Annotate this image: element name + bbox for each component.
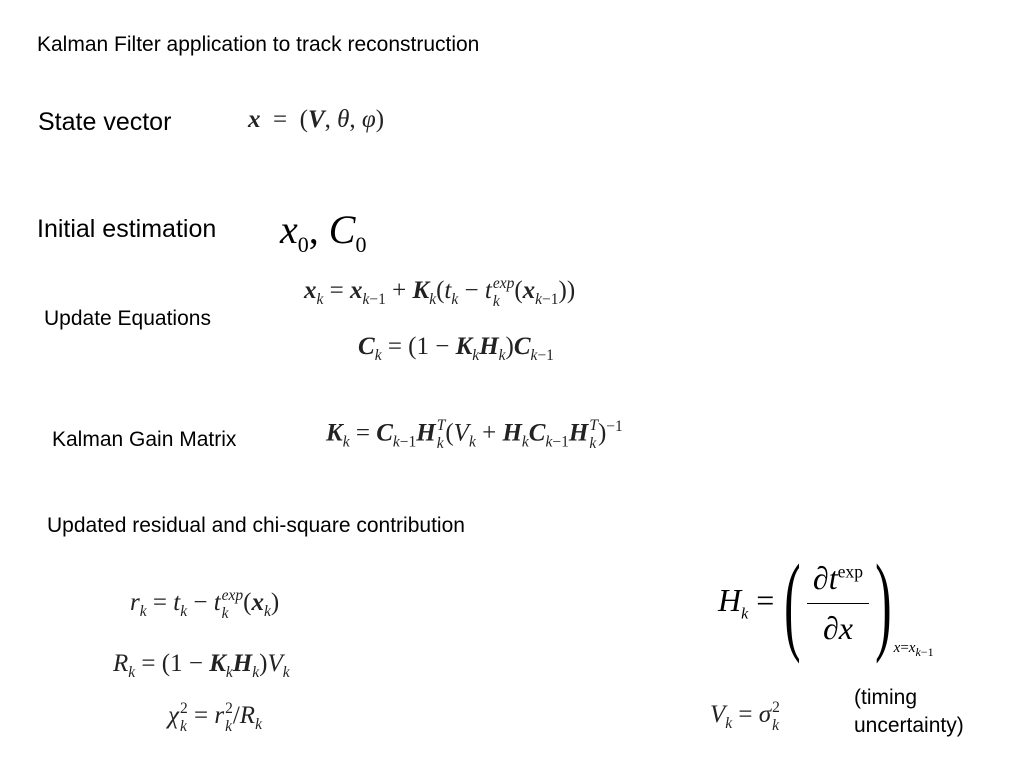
residual-label: Updated residual and chi-square contribution (47, 514, 465, 537)
h-matrix-equation: $H_k$ = ( $\frac{\partial t^{exp}}{\partial x}$ ) $x=x_{k-1}$ (718, 542, 934, 664)
kalman-gain-equation: $K_k = C_{k-1}H$ T k ($V_k + H_kC_{k-1}H$ T k )$^{-1}$ (326, 417, 623, 452)
residual-covariance-equation: $R_k = (1 - K_kH_k)V_k$ (113, 650, 290, 681)
kalman-gain-label: Kalman Gain Matrix (52, 428, 237, 451)
chi-square-equation: χ 2 k = r 2 k $/R_k$ (168, 700, 262, 735)
initial-estimation-equation: $x_0$, $C_0$ (280, 207, 367, 257)
timing-note-line2: uncertainty) (854, 714, 964, 737)
update-equations-label: Update Equations (44, 307, 211, 330)
timing-note-line1: (timing (854, 686, 918, 709)
update-x-equation: $x_k = x_{k-1} + K_k(t_k - t$ exp k $(x_{k-1})$) (304, 275, 576, 310)
state-vector-equation: x = (V, θ, φ) (248, 106, 385, 133)
residual-equation: $r_k = t_k - t$ exp k $(x_k)$ (130, 587, 280, 622)
update-c-equation: $C_k = (1 - K_kH_k)C_{k-1}$ (358, 333, 554, 364)
state-vector-label: State vector (38, 108, 172, 136)
v-matrix-equation: $V_k = \sigma$ 2 k (710, 699, 780, 734)
slide-title: Kalman Filter application to track reconstruction (37, 33, 480, 56)
timing-note (854, 684, 964, 740)
initial-estimation-label: Initial estimation (37, 215, 217, 243)
